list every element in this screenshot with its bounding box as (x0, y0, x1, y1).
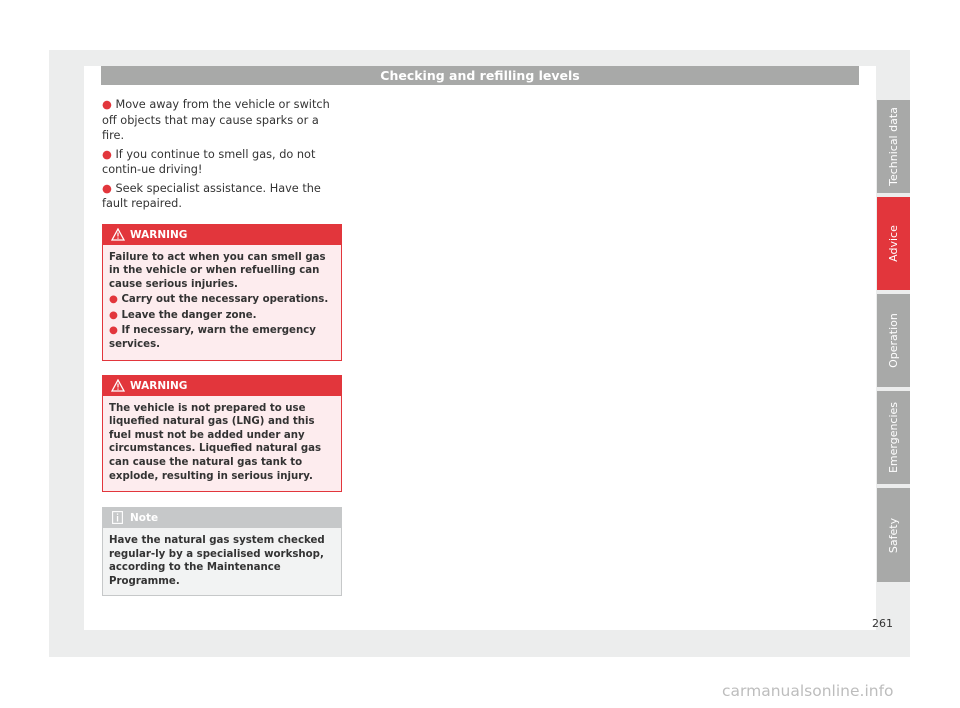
tab-technical-data[interactable]: Technical data (877, 100, 910, 193)
warning-label: WARNING (130, 228, 188, 241)
warning-text: The vehicle is not prepared to use liquefied natural gas (LNG) and this fuel must not be added under any circumstances. Liquefied natural gas can cause the natural gas tank to explode, resulting in serious injury. (109, 402, 322, 482)
tab-operation[interactable]: Operation (877, 294, 910, 387)
info-icon (112, 511, 123, 531)
bullet-text: Seek specialist assistance. Have the fault repaired. (102, 181, 321, 210)
warning-box (102, 375, 342, 493)
watermark: carmanualsonline.info (722, 682, 894, 700)
warning-label: WARNING (130, 379, 188, 392)
warning-item: ● Leave the danger zone. (109, 309, 257, 321)
tab-safety[interactable]: Safety (877, 488, 910, 582)
warning-triangle-icon (111, 228, 125, 248)
warning-item: ● If necessary, warn the emergency services. (109, 325, 316, 351)
note-box (102, 507, 342, 595)
bullet-item (102, 181, 342, 212)
tab-emergencies[interactable]: Emergencies (877, 391, 910, 484)
bullet-dot: ● (102, 147, 112, 161)
content-column (102, 97, 342, 596)
warning-item: ● Carry out the necessary operations. (109, 294, 329, 306)
bullet-text: Move away from the vehicle or switch off objects that may cause sparks or a fire. (102, 98, 330, 142)
page-header: Checking and refilling levels (101, 66, 859, 85)
bullet-item (102, 147, 342, 178)
bullet-dot: ● (102, 181, 112, 195)
note-text: Have the natural gas system checked regular-ly by a specialised workshop, according to the Maintenance Programme. (109, 535, 325, 587)
bullet-item (102, 97, 342, 144)
bullet-text: If you continue to smell gas, do not contin-ue driving! (102, 147, 316, 176)
note-label: Note (130, 512, 159, 525)
warning-box (102, 224, 342, 361)
page-number: 261 (872, 617, 893, 630)
warning-header (103, 225, 341, 245)
tab-advice[interactable]: Advice (877, 197, 910, 290)
note-header (103, 508, 341, 528)
warning-body (103, 396, 341, 492)
bullet-dot: ● (102, 98, 112, 111)
warning-header (103, 376, 341, 396)
warning-body (103, 245, 341, 360)
warning-triangle-icon (111, 379, 125, 399)
warning-intro: Failure to act when you can smell gas in the vehicle or when refuelling can cause serious injuries. (109, 251, 326, 290)
note-body (103, 528, 341, 594)
